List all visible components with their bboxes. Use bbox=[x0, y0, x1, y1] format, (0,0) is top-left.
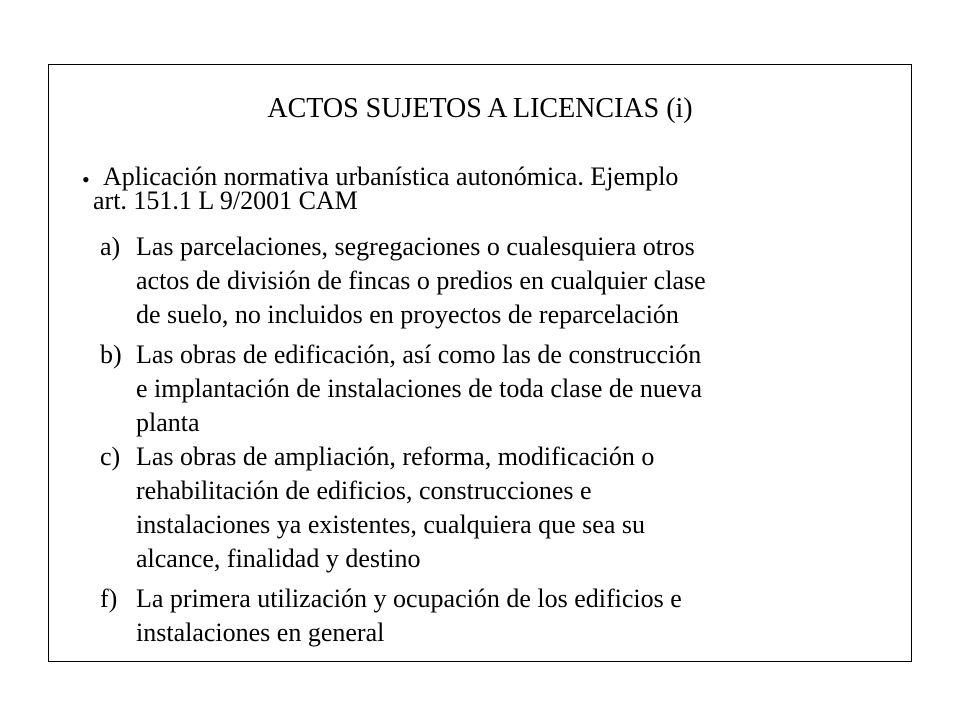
item-text bbox=[136, 582, 880, 650]
bullet-line-2: art. 151.1 L 9/2001 CAM bbox=[93, 186, 358, 215]
item-line: planta bbox=[136, 408, 200, 437]
item-line: actos de división de fincas o predios en cualquier clase bbox=[136, 266, 706, 295]
item-line: La primera utilización y ocupación de los edificios e bbox=[136, 584, 682, 613]
item-line: alcance, finalidad y destino bbox=[136, 544, 421, 573]
item-line: rehabilitación de edificios, construcciones e bbox=[136, 476, 592, 505]
bullet-marker: • bbox=[82, 167, 90, 192]
item-marker: b) bbox=[100, 340, 122, 369]
bullet-line-1: Aplicación normativa urbanística autonómica. Ejemplo bbox=[103, 162, 679, 191]
item-marker: c) bbox=[100, 442, 121, 471]
bullet-text bbox=[93, 162, 863, 215]
item-line: Las obras de edificación, así como las de construcción bbox=[136, 340, 702, 369]
item-text bbox=[136, 338, 880, 440]
item-line: e implantación de instalaciones de toda clase de nueva bbox=[136, 374, 702, 403]
item-line: instalaciones ya existentes, cualquiera que sea su bbox=[136, 510, 645, 539]
item-line: Las obras de ampliación, reforma, modificación o bbox=[136, 442, 655, 471]
item-text bbox=[136, 230, 880, 332]
item-line: de suelo, no incluidos en proyectos de reparcelación bbox=[136, 300, 679, 329]
item-marker: f) bbox=[100, 584, 118, 613]
item-text bbox=[136, 440, 880, 576]
item-line: instalaciones en general bbox=[136, 618, 385, 647]
item-line: Las parcelaciones, segregaciones o cualesquiera otros bbox=[136, 232, 695, 261]
item-marker: a) bbox=[100, 232, 121, 261]
slide-title: ACTOS SUJETOS A LICENCIAS (i) bbox=[267, 93, 693, 124]
